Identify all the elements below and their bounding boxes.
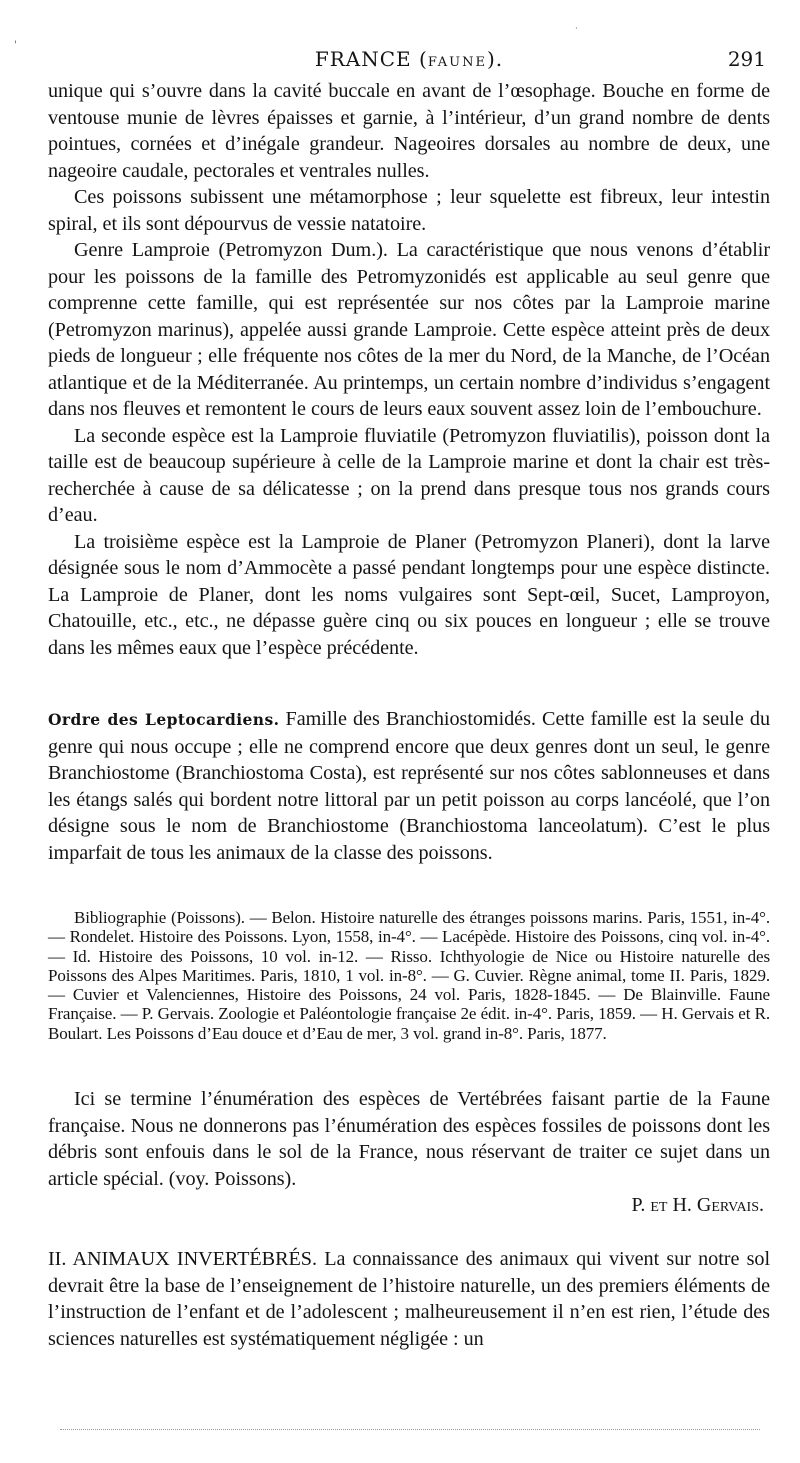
signature: P. et H. Gervais. <box>631 1194 764 1216</box>
paragraph-third-species: La troisième espèce est la Lamproie de Planer (Petromyzon Planeri), dont la larve désignée sous le nom d’Ammocète a passé pendant longtemps pour une espèce distincte. La Lamproie de Planer, dont les noms vulgaires sont Sept-œil, Sucet, Lamproyon, Chatouille, etc., etc., ne dépasse guère cinq ou six pouces en longueur ; elle se trouve dans les mêmes eaux que l’espèce précédente. <box>48 530 770 659</box>
paragraph-invertebres <box>48 1246 770 1352</box>
conclusion-section <box>48 1086 770 1218</box>
paragraph-branchiostomides-text: Famille des Branchiostomidés. Cette famille est la seule du genre qui nous occupe ; elle ne comprend encore que deux genres dont un seul, le genre Branchiostome (Branchiostoma Costa), est représenté sur nos côtes sablonneuses et dans les étangs salés qui bordent notre littoral par un petit poisson au corps lancéolé, que l’on désigne sous le nom de Branchiostome (Branchiostoma lanceolatum). C’est le plus imparfait de tous les animaux de la classe des poissons. <box>48 708 770 864</box>
paragraph-invertebres-text: La connaissance des animaux qui vivent sur notre sol devrait être la base de l’enseignement de l’histoire naturelle, un des premiers éléments de l’instruction de l’enfant et de l’adolescent ; malheureusement il n’en est rien, l’étude des sciences naturelles est systématiquement négligée : un <box>48 1248 771 1350</box>
paragraph-conclusion: Ici se termine l’énumération des espèces de Vertébrées faisant partie de la Faune française. Nous ne donnerons pas l’énumération des espèces fossiles de poissons dont les débris sont enfouis dans le sol de la France, nous réservant de traiter ce sujet dans un article spécial. (voy. Poissons). <box>48 1088 770 1190</box>
top-mark: · <box>575 24 578 34</box>
bibliography-section <box>48 908 770 1043</box>
lamprey-section <box>48 78 770 661</box>
invertebres-section <box>48 1246 770 1352</box>
bottom-bleed-line <box>60 1429 760 1431</box>
paragraph-genre-lamproie: Genre Lamproie (Petromyzon Dum.). La caractéristique que nous venons d’établir pour les poissons de la famille des Petromyzonidés est applicable au seul genre que comprenne cette famille, qui est représentée sur nos côtes par la Lamproie marine (Petromyzon marinus), appelée aussi grande Lamproie. Cette espèce atteint près de deux pieds de longueur ; elle fréquente nos côtes de la mer du Nord, de la Manche, de l’Océan atlantique et de la Méditerranée. Au printemps, un certain nombre d’individus s’engagent dans nos fleuves et remontent le cours de leurs eaux souvent assez loin de l’embouchure. <box>48 239 770 420</box>
title-main: FRANCE ( <box>314 47 428 71</box>
order-heading: Ordre des Leptocardiens. <box>48 710 280 729</box>
paragraph-metamorphosis: Ces poissons subissent une métamorphose ; leur squelette est fibreux, leur intestin spiral, et ils sont dépourvus de vessie natatoire. <box>48 186 770 235</box>
paragraph-mouth: unique qui s’ouvre dans la cavité buccale en avant de l’œsophage. Bouche en forme de ventouse munie de lèvres épaisses et garnie, à l’intérieur, d’un grand nombre de dents pointues, cornées et d’inégale grandeur. Nageoires dorsales au nombre de deux, une nageoire caudale, pectorales et ventrales nulles. <box>48 80 770 182</box>
bibliography-text: Bibliographie (Poissons). — Belon. Histoire naturelle des étranges poissons marins. Paris, 1551, in-4°. — Rondelet. Histoire des Poissons. Lyon, 1558, in-4°. — Lacépède. Histoire des Poissons, cinq vol. in-4°. — Id. Histoire des Poissons, 10 vol. in-12. — Risso. Ichthyologie de Nice ou Histoire naturelle des Poissons des Alpes Maritimes. Paris, 1810, 1 vol. in-8°. — G. Cuvier. Règne animal, tome II. Paris, 1829. — Cuvier et Valenciennes, Histoire des Poissons, 24 vol. Paris, 1828-1845. — De Blainville. Faune Française. — P. Gervais. Zoologie et Paléontologie française 2e édit. in-4°. Paris, 1859. — H. Gervais et R. Boulart. Les Poissons d’Eau douce et d’Eau de mer, 3 vol. grand in-8°. Paris, 1877. <box>48 908 770 1043</box>
paragraph-second-species: La seconde espèce est la Lamproie fluviatile (Petromyzon fluviatilis), poisson dont la taille est de beaucoup supérieure à celle de la Lamproie marine et dont la chair est très-recherchée à cause de sa délicatesse ; on la prend dans presque tous nos grands cours d’eau. <box>48 424 770 526</box>
leptocardiens-section <box>48 706 770 866</box>
running-header <box>48 46 770 72</box>
page-number: 291 <box>727 47 766 71</box>
paragraph-branchiostomides <box>48 706 770 866</box>
title-close: ). <box>486 47 504 71</box>
title-small-caps: FAUNE <box>427 55 487 70</box>
section-heading: II. ANIMAUX INVERTÉBRÉS. <box>48 1248 317 1270</box>
running-title <box>48 46 770 76</box>
margin-mark: ' <box>14 40 17 51</box>
